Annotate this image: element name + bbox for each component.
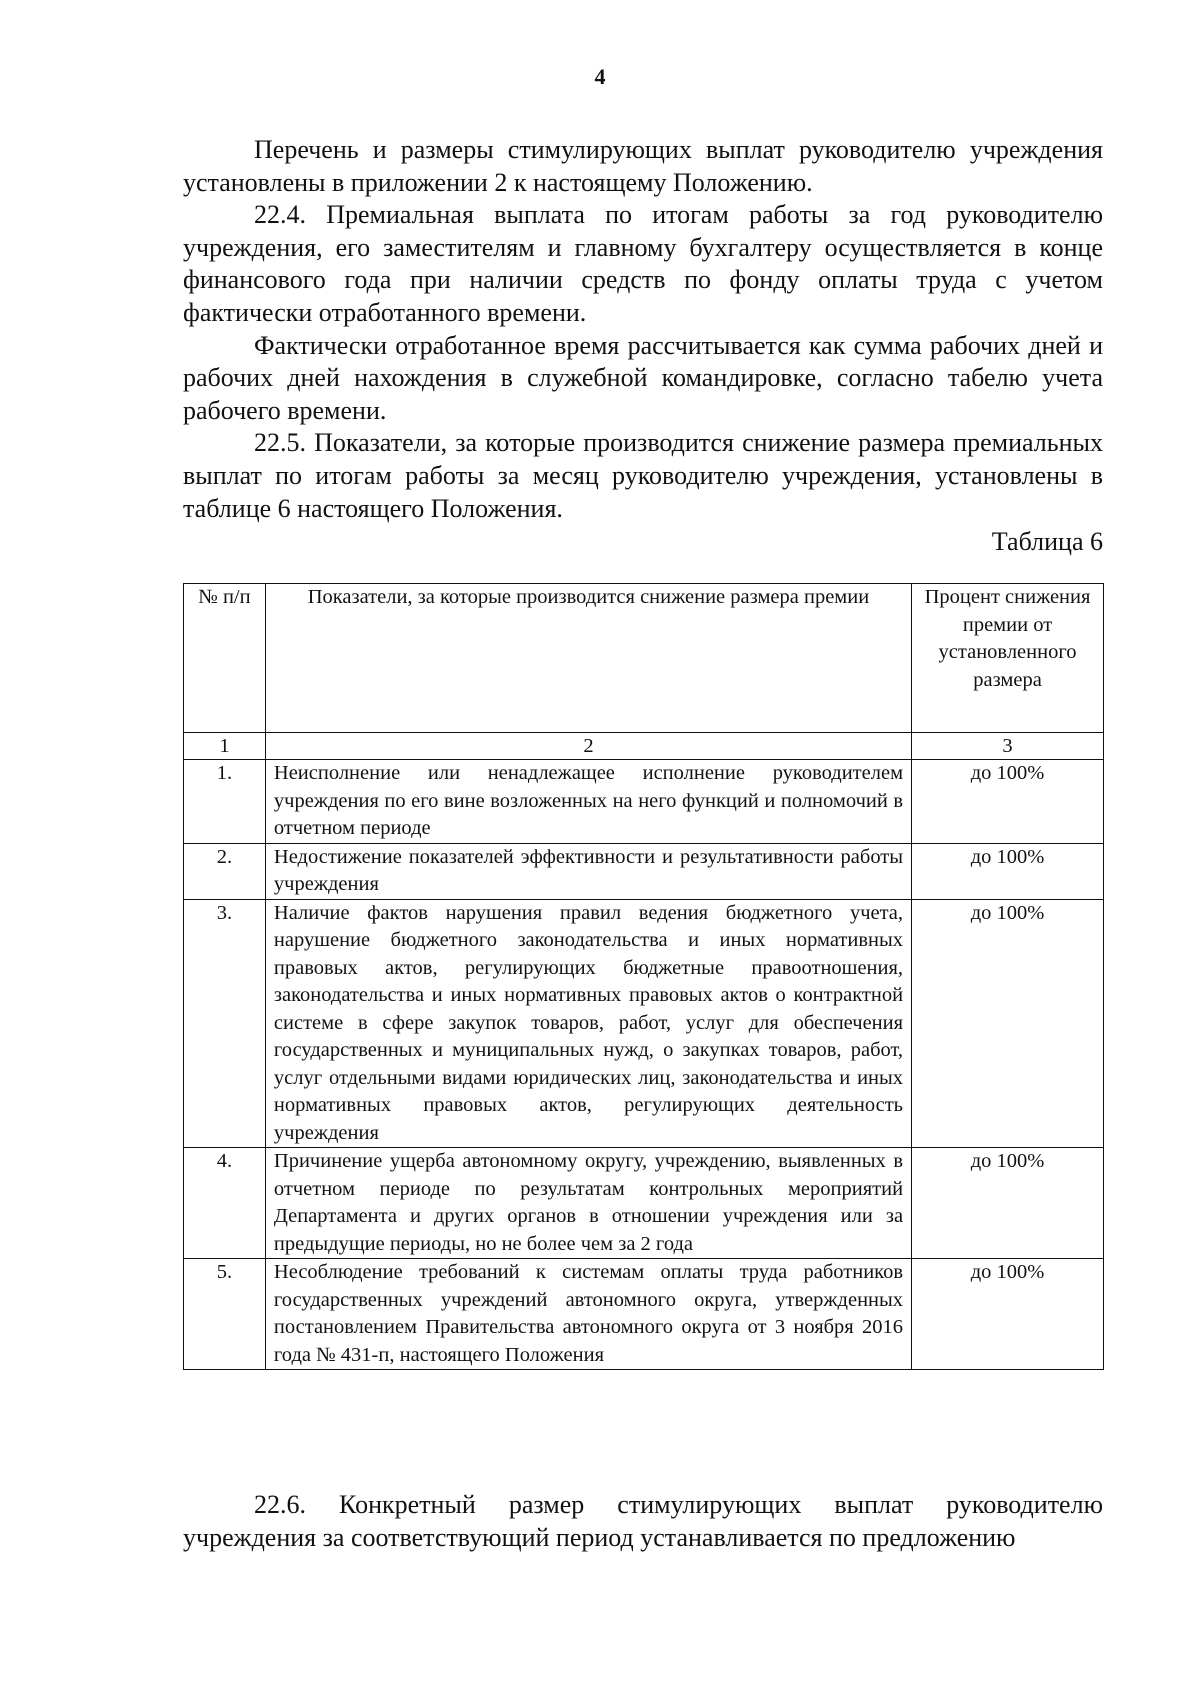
header-number: № п/п [184,584,266,733]
row-indicator: Неисполнение или ненадлежащее исполнение руководителем учреждения по его вине возложенных на него функций и полномочий в отчетном периоде [265,760,911,844]
header-indicator: Показатели, за которые производится снижение размера премии [265,584,911,733]
table-row [184,760,1104,844]
column-number: 2 [265,733,911,760]
paragraph-22-4: 22.4. Премиальная выплата по итогам работы за год руководителю учреждения, его заместителям и главному бухгалтеру осуществляется в конце финансового года при наличии средств по фонду оплаты труда с учетом фактически отработанного времени. [183,200,1103,327]
row-number: 3. [184,899,266,1148]
row-indicator: Наличие фактов нарушения правил ведения бюджетного учета, нарушение бюджетного законодательства и иных нормативных правовых актов, регулирующих бюджетные правоотношения, законодательства и иных нормативных правовых актов о контрактной системе в сфере закупок товаров, работ, услуг для обеспечения государственных и муниципальных нужд, о закупках товаров, работ, услуг отдельными видами юридических лиц, законодательства и иных нормативных правовых актов, регулирующих деятельность учреждения [265,899,911,1148]
page-number: 4 [594,64,606,89]
row-percent: до 100% [912,1259,1104,1370]
table-caption: Таблица 6 [991,527,1103,556]
row-number: 5. [184,1259,266,1370]
row-number: 1. [184,760,266,844]
row-indicator: Недостижение показателей эффективности и результативности работы учреждения [265,843,911,899]
table-header-row [184,584,1104,733]
row-indicator: Причинение ущерба автономному округу, учреждению, выявленных в отчетном периоде по результатам контрольных мероприятий Департамента и других органов в отношении учреждения или за предыдущие периоды, но не более чем за 2 года [265,1148,911,1259]
column-number: 1 [184,733,266,760]
column-number-row [184,733,1104,760]
paragraph-worked-time: Фактически отработанное время рассчитывается как сумма рабочих дней и рабочих дней нахождения в служебной командировке, согласно табелю учета рабочего времени. [183,330,1103,425]
paragraph-22-5: 22.5. Показатели, за которые производится снижение размера премиальных выплат по итогам работы за месяц руководителю учреждения, установлены в таблице 6 настоящего Положения. [183,428,1103,523]
header-percent: Процент снижения премии от установленного размера [912,584,1104,733]
row-indicator: Несоблюдение требований к системам оплаты труда работников государственных учреждений автономного округа, утвержденных постановлением Правительства автономного округа от 3 ноября 2016 года № 431-п, настоящего Положения [265,1259,911,1370]
row-percent: до 100% [912,1148,1104,1259]
table-row [184,1148,1104,1259]
row-percent: до 100% [912,843,1104,899]
row-number: 2. [184,843,266,899]
row-percent: до 100% [912,899,1104,1148]
table-row [184,843,1104,899]
column-number: 3 [912,733,1104,760]
paragraph-bonus-list: Перечень и размеры стимулирующих выплат руководителю учреждения установлены в приложении 2 к настоящему Положению. [183,135,1103,197]
bonus-reduction-table [183,583,1104,1370]
document-body [183,134,1103,525]
table-row [184,899,1104,1148]
paragraph-22-6: 22.6. Конкретный размер стимулирующих выплат руководителю учреждения за соответствующий период устанавливается по предложению [183,1490,1103,1552]
row-number: 4. [184,1148,266,1259]
document-body-continued [183,1488,1103,1554]
table-row [184,1259,1104,1370]
row-percent: до 100% [912,760,1104,844]
